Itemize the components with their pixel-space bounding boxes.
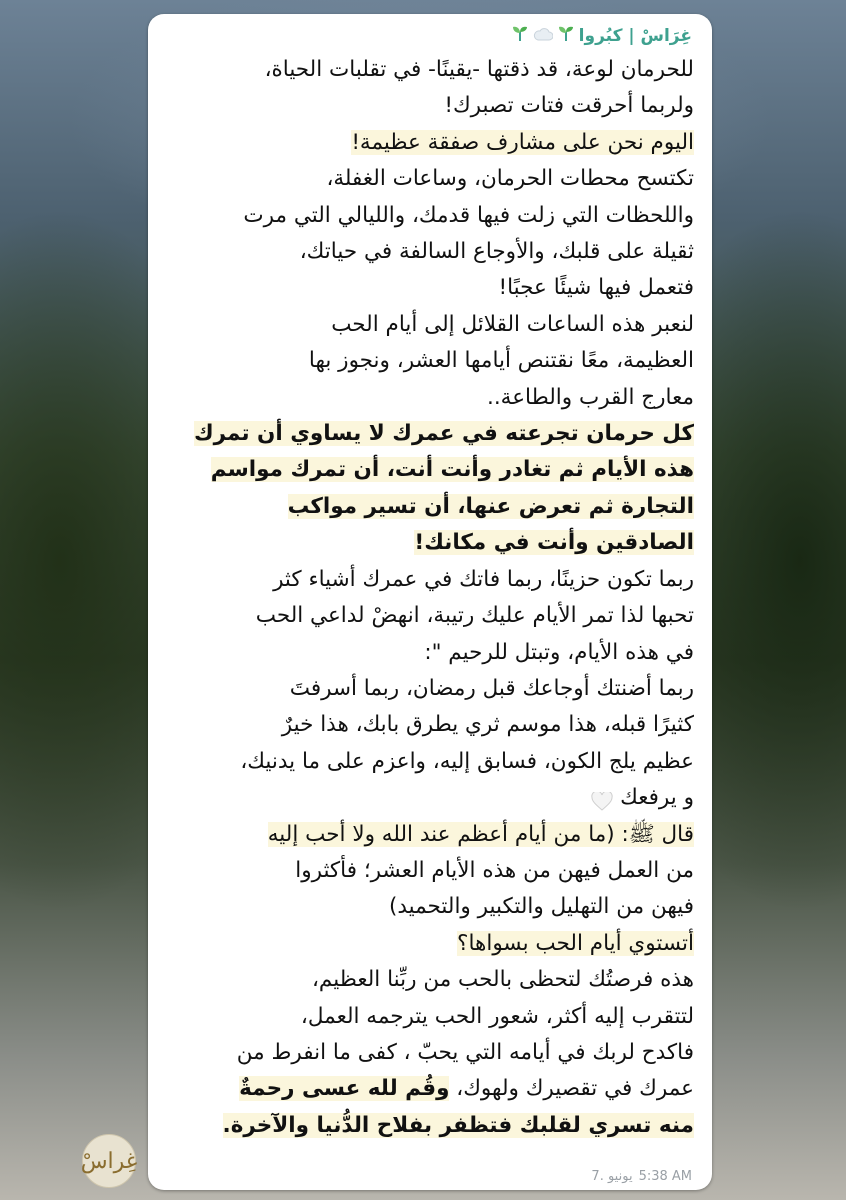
message-line <box>162 1071 694 1107</box>
message-line <box>162 562 694 598</box>
message-line <box>162 234 694 270</box>
message-meta <box>591 1169 692 1184</box>
message-line-highlight: و يرفعك <box>620 785 694 811</box>
message-line-text: ربما تكون حزينًا، ربما فاتك في عمرك أشياء كثر <box>273 566 694 592</box>
message-line-text: واللحظات التي زلت فيها قدمك، والليالي التي مرت <box>243 202 694 228</box>
sender-name[interactable]: غِرَاسْ | كبُروا <box>578 25 692 46</box>
message-line-text: للحرمان لوعة، قد ذقتها -يقينًا- في تقلبات الحياة، <box>264 57 694 82</box>
message-line-highlight: هذه الأيام ثم تغادر وأنت أنت، أن تمرك مواسم <box>210 457 694 483</box>
white-heart-icon <box>591 788 613 808</box>
message-line <box>162 161 694 197</box>
message-line-text: كثيرًا قبله، هذا موسم ثري يطرق بابك، هذا خيرٌ <box>281 712 694 738</box>
message-line-text: هذه فرصتُك لتحظى بالحب من ربِّنا العظيم، <box>311 967 694 993</box>
message-line <box>162 525 694 561</box>
seedling-icon <box>557 24 575 47</box>
message-line-text: لتتقرب إليه أكثر، شعور الحب يترجمه العمل، <box>300 1003 694 1029</box>
message-body <box>162 52 694 1144</box>
message-line <box>162 343 694 379</box>
message-line-highlight: منه تسري لقلبك فتظفر بفلاح الدُّنيا والآخرة. <box>222 1112 694 1138</box>
message-line <box>162 635 694 671</box>
message-bubble[interactable] <box>148 14 712 1190</box>
message-line <box>162 52 694 88</box>
message-line <box>162 489 694 525</box>
message-line-text: في هذه الأيام، وتبتل للرحيم ": <box>424 639 694 665</box>
message-line <box>162 889 694 925</box>
message-line-highlight: وقُم لله عسى رحمةٌ <box>239 1076 450 1102</box>
message-line <box>162 198 694 234</box>
message-line <box>162 671 694 707</box>
message-line-text: عمرك في تقصيرك ولهوك، <box>449 1076 694 1102</box>
message-line-text: فاكدح لربك في أيامه التي يحبّ ، كفى ما انفرط من <box>236 1039 694 1065</box>
message-line <box>162 270 694 306</box>
message-line <box>162 962 694 998</box>
message-line <box>162 1035 694 1071</box>
message-line-highlight: قال ﷺ: (ما من أيام أعظم عند الله ولا أحب إليه <box>267 821 694 847</box>
message-line-highlight: التجارة ثم تعرض عنها، أن تسير مواكب <box>287 493 694 519</box>
message-date: 7. يونيو <box>591 1169 633 1184</box>
message-line-highlight: اليوم نحن على مشارف صفقة عظيمة! <box>351 129 694 155</box>
message-line-text: ولربما أحرقت فتات تصبرك! <box>444 93 694 119</box>
message-line <box>162 598 694 634</box>
message-line <box>162 380 694 416</box>
seedling-icon <box>511 24 529 47</box>
message-line <box>162 853 694 889</box>
message-line <box>162 452 694 488</box>
message-line-text: تحبها لذا تمر الأيام عليك رتيبة، انهضْ لداعي الحب <box>255 603 694 629</box>
message-line-text: من العمل فيهن من هذه الأيام العشر؛ فأكثروا <box>295 857 694 883</box>
message-line <box>162 307 694 343</box>
message-line-text: لنعبر هذه الساعات القلائل إلى أيام الحب <box>331 311 694 337</box>
sender-header[interactable] <box>511 24 692 47</box>
message-line <box>162 416 694 452</box>
message-time: 5:38 AM <box>638 1169 692 1184</box>
message-line-text: فيهن من التهليل والتكبير والتحميد) <box>388 894 694 920</box>
message-line <box>162 780 694 816</box>
message-line-text: ثقيلة على قلبك، والأوجاع السالفة في حياتك، <box>299 239 694 265</box>
message-line <box>162 125 694 161</box>
message-line-text: معارج القرب والطاعة.. <box>487 384 694 410</box>
message-line-text: تكتسح محطات الحرمان، وساعات الغفلة، <box>326 166 694 192</box>
message-line <box>162 707 694 743</box>
message-line-highlight: الصادقين وأنت في مكانك! <box>414 530 694 556</box>
message-line <box>162 999 694 1035</box>
message-line <box>162 744 694 780</box>
message-line-highlight: أتستوي أيام الحب بسواها؟ <box>457 930 694 956</box>
message-line <box>162 926 694 962</box>
corner-logo-text: غِراسْ <box>80 1148 138 1174</box>
message-line-text: العظيمة، معًا نقتنص أيامها العشر، ونجوز بها <box>308 348 694 374</box>
message-line-text: عظيم يلج الكون، فسابق إليه، واعزم على ما يدنيك، <box>240 748 694 774</box>
message-line <box>162 88 694 124</box>
message-line-highlight: كل حرمان تجرعته في عمرك لا يساوي أن تمرك <box>193 421 694 447</box>
message-line-text: ربما أضنتك أوجاعك قبل رمضان، ربما أسرفتَ <box>289 675 694 701</box>
message-line-text: فتعمل فيها شيئًا عجبًا! <box>498 275 694 301</box>
cloud-icon <box>533 26 553 46</box>
corner-logo <box>82 1134 136 1188</box>
message-line <box>162 1108 694 1144</box>
message-line <box>162 817 694 853</box>
